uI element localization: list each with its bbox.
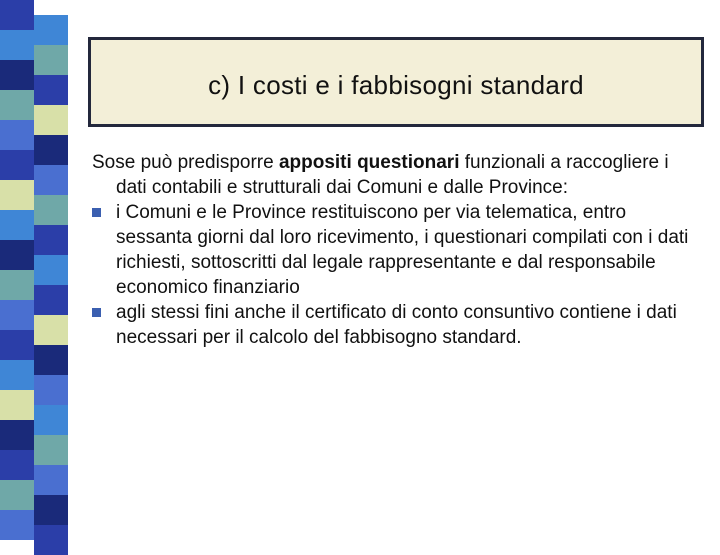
stripe-block (0, 330, 34, 360)
stripe-block (0, 30, 34, 60)
stripe-block (0, 450, 34, 480)
stripe-block (0, 240, 34, 270)
stripe-block (34, 225, 68, 255)
square-bullet-icon (92, 208, 101, 217)
stripe-block (0, 390, 34, 420)
stripe-block (0, 210, 34, 240)
stripe-block (0, 90, 34, 120)
stripe-block (34, 255, 68, 285)
bullet-text: agli stessi fini anche il certificato di conto consuntivo contiene i dati necessari per il calcolo del fabbisogno standard. (116, 302, 677, 348)
stripe-block (34, 345, 68, 375)
intro-bold: appositi questionari (278, 152, 460, 173)
stripe-block (0, 120, 34, 150)
stripe-block (0, 420, 34, 450)
stripe-block (34, 465, 68, 495)
stripe-block (34, 45, 68, 75)
stripe-block (34, 495, 68, 525)
stripe-block (0, 180, 34, 210)
decorative-stripe (0, 0, 68, 540)
stripe-block (0, 360, 34, 390)
stripe-block (34, 315, 68, 345)
stripe-block (34, 195, 68, 225)
stripe-block (34, 405, 68, 435)
slide-title: c) I costi e i fabbisogni standard (208, 70, 584, 100)
stripe-block (34, 135, 68, 165)
stripe-block (34, 375, 68, 405)
stripe-block (0, 480, 34, 510)
title-box (88, 37, 704, 127)
stripe-block (0, 60, 34, 90)
intro-paragraph (92, 150, 692, 200)
stripe-block (0, 150, 34, 180)
square-bullet-icon (92, 308, 101, 317)
slide-body (92, 150, 692, 350)
stripe-block (0, 0, 34, 30)
stripe-block (34, 435, 68, 465)
intro-suffix: funzionali a raccogliere i dati contabili e strutturali dai Comuni e dalle Province: (116, 152, 669, 198)
stripe-block (34, 285, 68, 315)
stripe-block (0, 270, 34, 300)
stripe-block (34, 105, 68, 135)
bullet-item (92, 200, 692, 300)
stripe-block (0, 510, 34, 540)
stripe-block (34, 75, 68, 105)
stripe-block (34, 15, 68, 45)
stripe-block (34, 165, 68, 195)
bullet-item (92, 300, 692, 350)
intro-prefix: Sose può predisporre (92, 152, 279, 173)
stripe-block (0, 300, 34, 330)
bullet-text: i Comuni e le Province restituiscono per via telematica, entro sessanta giorni dal loro ricevimento, i questionari compilati con i dati richiesti, sottoscritti dal legale rappresentante e dal responsabile economico finanziario (116, 202, 689, 298)
stripe-block (34, 525, 68, 555)
